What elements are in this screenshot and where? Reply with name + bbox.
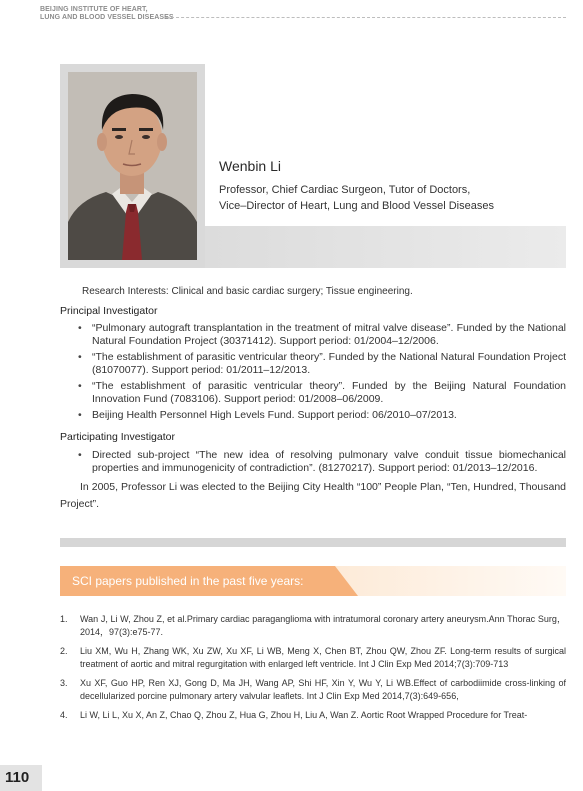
reference-item bbox=[60, 613, 566, 638]
reference-item bbox=[60, 709, 566, 722]
people-plan-paragraph: In 2005, Professor Li was elected to the Beijing City Health “100” People Plan, “Ten, Hundred, Thousand Project”. bbox=[60, 481, 566, 510]
profile-grey-band bbox=[205, 226, 566, 268]
list-item: • “The establishment of parasitic ventricular theory”. Funded by the Beijing Natural Foundation Innovation Fund (7083106). Support period: 01/2008–06/2009. bbox=[78, 380, 566, 405]
list-item: • “The establishment of parasitic ventricular theory”. Funded by the National Natural Foundation Project (81070077). Support period: 01/2011–12/2013. bbox=[78, 351, 566, 376]
reference-text: Xu XF, Guo HP, Ren XJ, Gong D, Ma JH, Wang AP, Shi HF, Xin Y, Wu Y, Li WB.Effect of carbodiimide cross-linking of decellularized porcine pulmonary artery valvular leaflets. Int J Clin Exp Med 2014,7(3):649-656, bbox=[80, 678, 566, 701]
participating-investigator-list bbox=[78, 449, 566, 478]
participating-investigator-heading: Participating Investigator bbox=[60, 431, 175, 443]
reference-number: 4. bbox=[60, 710, 68, 720]
principal-investigator-list bbox=[78, 322, 566, 426]
reference-text: Li W, Li L, Xu X, An Z, Chao Q, Zhou Z, Hua G, Zhou H, Liu A, Wan Z. Aortic Root Wrapped Procedure for Treat- bbox=[80, 710, 528, 720]
reference-text: Wan J, Li W, Zhou Z, et al.Primary cardiac paraganglioma with intratumoral coronary artery aneurysm.Ann Thorac Surg，2014，97(3):e75-77. bbox=[80, 614, 566, 637]
reference-item bbox=[60, 677, 566, 702]
title-line-2: Vice–Director of Heart, Lung and Blood Vessel Diseases bbox=[219, 200, 494, 212]
title-line-1: Professor, Chief Cardiac Surgeon, Tutor of Doctors, bbox=[219, 184, 471, 196]
sci-heading: SCI papers published in the past five years: bbox=[72, 574, 304, 588]
list-item: • Directed sub-project “The new idea of resolving pulmonary valve conduit tissue biomechanical properties and immunogenicity of contradiction”. (81270217). Support period: 01/2013–12/2016. bbox=[78, 449, 566, 474]
reference-number: 3. bbox=[60, 678, 68, 688]
institute-header bbox=[40, 6, 174, 22]
reference-number: 1. bbox=[60, 614, 68, 624]
portrait-photo bbox=[68, 72, 197, 260]
reference-item bbox=[60, 645, 566, 670]
institute-line-1: BEIJING INSTITUTE OF HEART, bbox=[40, 6, 148, 13]
sci-reference-list bbox=[60, 613, 566, 729]
reference-text: Liu XM, Wu H, Zhang WK, Xu ZW, Xu XF, Li WB, Meng X, Chen BT, Zhou QW, Zhou ZF. Long-term results of surgical treatment of aortic and mitral regurgitation with enlarged left ventricle. Int J Clin Exp Med 2014;7(3):709-713 bbox=[80, 646, 566, 669]
research-interests: Research Interests: Clinical and basic cardiac surgery; Tissue engineering. bbox=[82, 286, 413, 297]
list-item: • Beijing Health Personnel High Levels Fund. Support period: 06/2010–07/2013. bbox=[78, 409, 566, 422]
list-item: • “Pulmonary autograft transplantation in the treatment of mitral valve disease”. Funded by the National Natural Foundation Project (30371412). Support period: 01/2004–12/2006. bbox=[78, 322, 566, 347]
institute-line-2: LUNG AND BLOOD VESSEL DISEASES bbox=[40, 14, 174, 21]
reference-number: 2. bbox=[60, 646, 68, 656]
header-dashed-rule bbox=[166, 17, 566, 18]
page-number: 110 bbox=[5, 769, 30, 786]
person-name: Wenbin Li bbox=[219, 158, 282, 174]
section-divider bbox=[60, 538, 566, 547]
principal-investigator-heading: Principal Investigator bbox=[60, 305, 158, 317]
page-number-box bbox=[0, 765, 42, 791]
